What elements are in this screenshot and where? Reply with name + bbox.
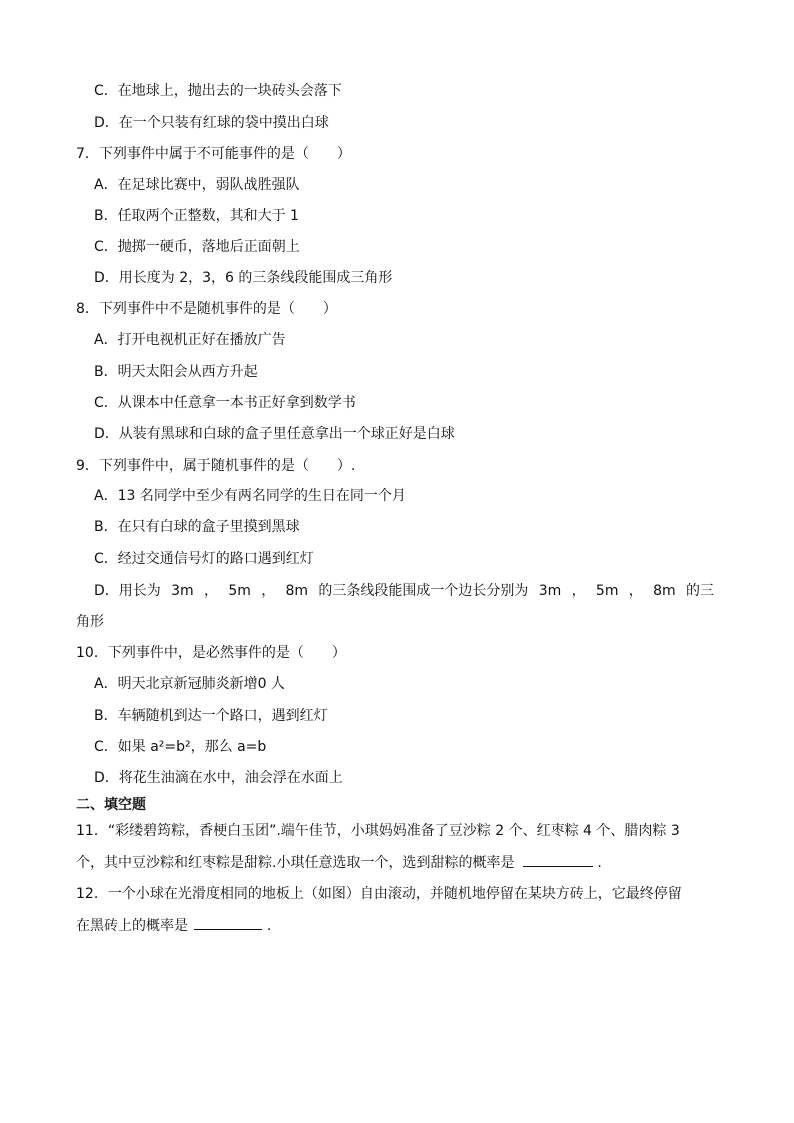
q7-option-b: B．任取两个正整数，其和大于 1 xyxy=(94,208,299,224)
q8-option-a: A．打开电视机正好在播放广告 xyxy=(94,332,286,348)
q7-option-d: D．用长度为 2，3，6 的三条线段能围成三角形 xyxy=(94,270,393,286)
q8-option-d: D．从装有黑球和白球的盒子里任意拿出一个球正好是白球 xyxy=(94,426,455,442)
q9-option-d-part: ， xyxy=(203,583,218,599)
q9-option-d-part: 的三条线段能围成一个边长分别为 xyxy=(318,583,529,599)
q7-option-c: C．抛掷一硬币，落地后正面朝上 xyxy=(94,239,300,255)
q11-line-2 xyxy=(76,852,602,873)
q6-option-c: C．在地球上，抛出去的一块砖头会落下 xyxy=(94,83,342,99)
q9-option-d-part: D．用长为 xyxy=(94,583,161,599)
q10-option-b: B．车辆随机到达一个路口，遇到红灯 xyxy=(94,708,328,724)
q11-answer-blank[interactable] xyxy=(523,852,593,867)
q12-answer-blank[interactable] xyxy=(194,915,262,930)
q9-option-d-part: 3m xyxy=(171,583,194,599)
q8-option-b: B．明天太阳会从西方升起 xyxy=(94,364,258,380)
q9-option-d-part: 的三 xyxy=(686,583,714,599)
q9-stem: 9．下列事件中，属于随机事件的是（ ）. xyxy=(76,458,356,474)
q9-option-d-part: 3m xyxy=(538,583,562,599)
q9-option-d-part: ， xyxy=(261,583,276,599)
q8-stem: 8．下列事件中不是随机事件的是（ ） xyxy=(76,301,337,317)
q9-option-d-part: 8m xyxy=(653,583,676,599)
q12-line-2-end: . xyxy=(266,918,272,934)
q7-stem: 7．下列事件中属于不可能事件的是（ ） xyxy=(76,146,351,162)
q9-option-b: B．在只有白球的盒子里摸到黑球 xyxy=(94,519,300,535)
q10-option-c: C．如果 a²=b²，那么 a=b xyxy=(94,739,267,755)
q11-line-2-text: 个，其中豆沙粽和红枣粽是甜粽.小琪任意选取一个，选到甜粽的概率是 xyxy=(76,855,515,871)
q9-option-d-part: ， xyxy=(628,583,643,599)
q12-line-2-text: 在黑砖上的概率是 xyxy=(76,918,188,934)
q10-option-d: D．将花生油滴在水中，油会浮在水面上 xyxy=(94,770,343,786)
q10-stem: 10．下列事件中，是必然事件的是（ ） xyxy=(76,645,346,661)
q6-option-d: D．在一个只装有红球的袋中摸出白球 xyxy=(94,115,329,131)
q11-line-1: 11．“彩缕碧筠粽，香梗白玉团”.端午佳节，小琪妈妈准备了豆沙粽 2 个、红枣粽 4 个、腊肉粽 3 xyxy=(76,823,680,839)
q10-option-a: A．明天北京新冠肺炎新增0 人 xyxy=(94,676,285,692)
q12-line-2 xyxy=(76,915,271,936)
q11-line-2-end: . xyxy=(597,855,602,871)
q12-line-1: 12．一个小球在光滑度相同的地板上（如图）自由滚动，并随机地停留在某块方砖上，它最终停留 xyxy=(76,886,682,902)
q9-option-c: C．经过交通信号灯的路口遇到红灯 xyxy=(94,551,314,567)
q8-option-c: C．从课本中任意拿一本书正好拿到数学书 xyxy=(94,395,356,411)
q9-option-d-part: 5m xyxy=(228,583,251,599)
q9-option-d xyxy=(94,581,714,601)
q9-option-a: A．13 名同学中至少有两名同学的生日在同一个月 xyxy=(94,488,406,504)
section-heading-fill-in-blank: 二、填空题 xyxy=(76,797,146,813)
q9-option-d-continuation: 角形 xyxy=(76,614,104,630)
q7-option-a: A．在足球比赛中，弱队战胜强队 xyxy=(94,177,300,193)
q9-option-d-part: 5m xyxy=(595,583,619,599)
q9-option-d-part: 8m xyxy=(285,583,309,599)
q9-option-d-part: ， xyxy=(571,583,586,599)
